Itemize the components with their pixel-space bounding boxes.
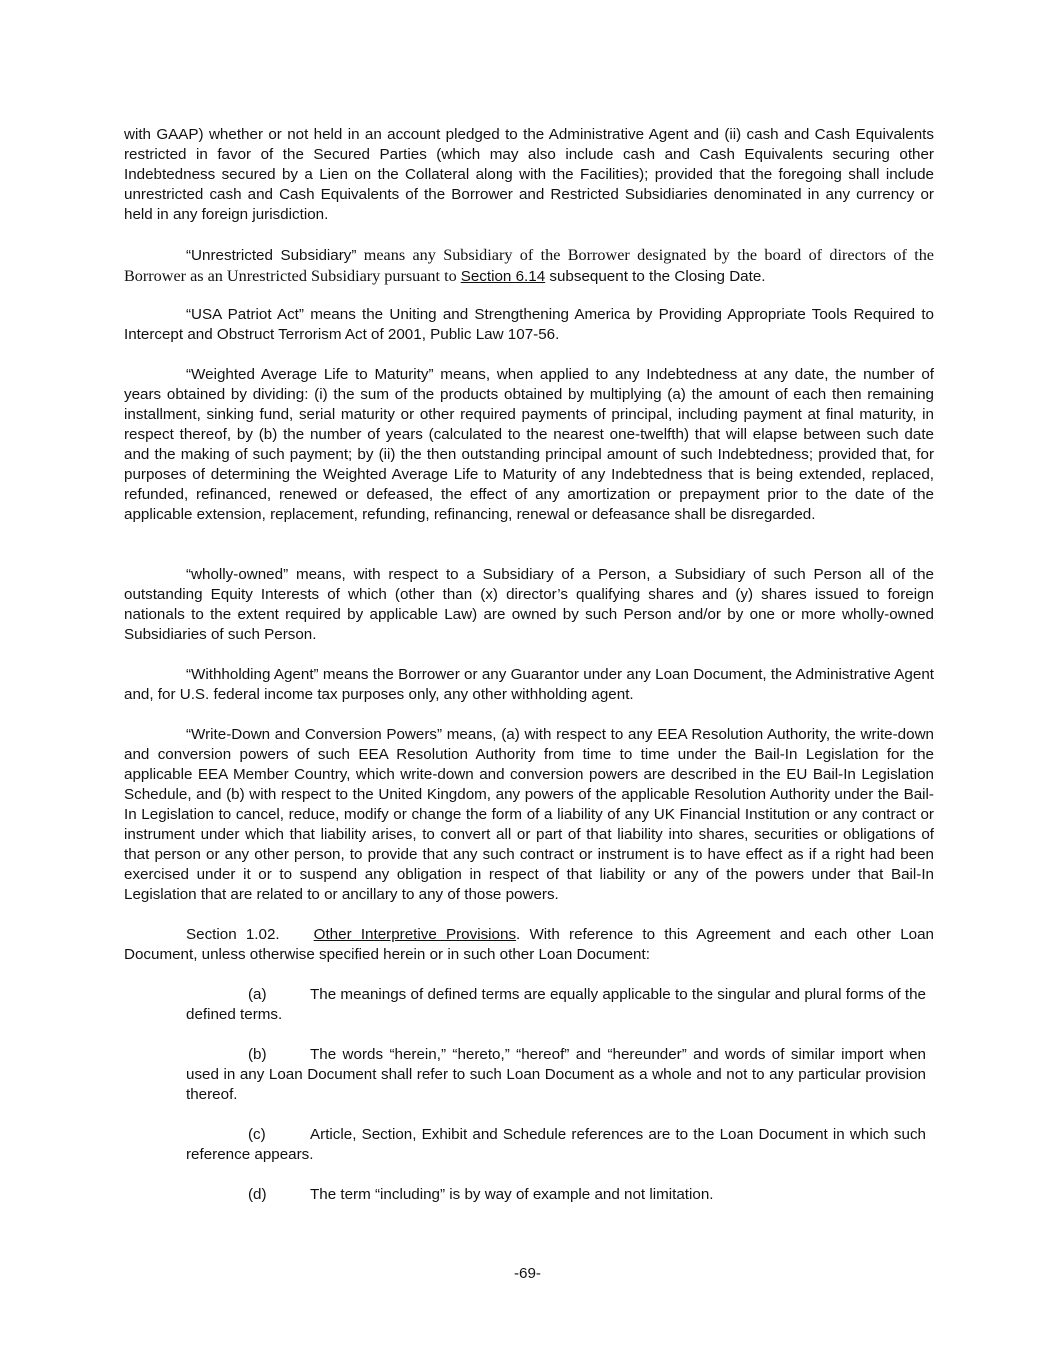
definition-text: means any Subsidiary of the Borrower designated by the board of directors of the Borrower as an Unrestricted Subsidiary pursuant to <box>124 246 934 285</box>
definition-text: means the Uniting and Strengthening America by Providing Appropriate Tools Required to Intercept and Obstruct Terrorism Act of 2001, Public Law 107-56. <box>124 306 934 343</box>
definition-wholly-owned <box>124 565 934 645</box>
defined-term: “USA Patriot Act” <box>186 306 304 323</box>
section-reference-link[interactable]: Section 6.14 <box>460 268 546 285</box>
defined-term: “Withholding Agent” <box>186 666 319 683</box>
clause-text: The term “including” is by way of example and not limitation. <box>310 1186 714 1203</box>
definition-usa-patriot-act <box>124 305 934 345</box>
clause-text: The meanings of defined terms are equally applicable to the singular and plural forms of the defined terms. <box>186 986 926 1023</box>
clause-marker: (a) <box>248 986 267 1003</box>
clause-marker: (c) <box>248 1126 266 1143</box>
clause-c <box>186 1125 926 1165</box>
clause-marker: (b) <box>248 1046 267 1063</box>
section-title: Other Interpretive Provisions <box>313 926 517 943</box>
section-1-02 <box>124 925 934 965</box>
defined-term: “Weighted Average Life to Maturity” <box>186 366 434 383</box>
clause-d <box>186 1185 926 1205</box>
definition-text-tail: subsequent to the Closing Date. <box>545 268 766 285</box>
clause-marker: (d) <box>248 1186 267 1203</box>
page-number: -69- <box>513 1265 541 1282</box>
clause-text: Article, Section, Exhibit and Schedule references are to the Loan Document in which such reference appears. <box>186 1126 926 1163</box>
definition-text: means the Borrower or any Guarantor under any Loan Document, the Administrative Agent and, for U.S. federal income tax purposes only, any other withholding agent. <box>124 666 934 703</box>
defined-term: “wholly-owned” <box>186 566 289 583</box>
section-label: Section 1.02. <box>186 926 280 943</box>
section-intro: . With reference to this Agreement and each other Loan Document, unless otherwise specified herein or in such other Loan Document: <box>124 926 934 963</box>
defined-term: “Write-Down and Conversion Powers” <box>186 726 443 743</box>
definition-weighted-average-life <box>124 365 934 525</box>
clause-b <box>186 1045 926 1105</box>
definition-text: means, with respect to a Subsidiary of a Person, a Subsidiary of such Person all of the outstanding Equity Interests of which (other than (x) director’s qualifying shares and (y) shares issued to foreign nationals to the extent required by applicable Law) are owned by such Person and/or by one or more wholly-owned Subsidiaries of such Person. <box>124 566 934 643</box>
definition-withholding-agent <box>124 665 934 705</box>
clause-text: The words “herein,” “hereto,” “hereof” and “hereunder” and words of similar import when used in any Loan Document shall refer to such Loan Document as a whole and not to any particular provision thereof. <box>186 1046 926 1103</box>
clause-a <box>186 985 926 1025</box>
definition-text: means, when applied to any Indebtedness at any date, the number of years obtained by dividing: (i) the sum of the products obtained by multiplying (a) the amount of each then remaining installment, sinking fund, serial maturity or other required payments of principal, including payment at final maturity, in respect thereof, by (b) the number of years (calculated to the nearest one-twelfth) that will elapse between such date and the making of such payment; by (ii) the then outstanding principal amount of such Indebtedness; provided that, for purposes of determining the Weighted Average Life to Maturity of any Indebtedness that is being extended, replaced, refunded, refinanced, renewed or defeased, the effect of any amortization or prepayment prior to the date of the applicable extension, replacement, refunding, refinancing, renewal or defeasance shall be disregarded. <box>124 366 935 523</box>
definition-write-down-conversion-powers <box>124 725 934 905</box>
definition-text: means, (a) with respect to any EEA Resolution Authority, the write-down and conversion powers of such EEA Resolution Authority from time to time under the Bail-In Legislation for the applicable EEA Member Country, which write-down and conversion powers are described in the EU Bail-In Legislation Schedule, and (b) with respect to the United Kingdom, any powers of the applicable Resolution Authority under the Bail-In Legislation to cancel, reduce, modify or change the form of a liability of any UK Financial Institution or any contract or instrument under which that liability arises, to convert all or part of that liability into shares, securities or obligations of that person or any other person, to provide that any such contract or instrument is to have effect as if a right had been exercised under it or to suspend any obligation in respect of that liability or any of the powers under that Bail-In Legislation that are related to or ancillary to any of those powers. <box>124 726 934 903</box>
defined-term: “Unrestricted Subsidiary” <box>186 247 357 264</box>
continuation-paragraph: with GAAP) whether or not held in an account pledged to the Administrative Agent and (ii) cash and Cash Equivalents restricted in favor of the Secured Parties (which may also include cash and Cash Equivalents securing other Indebtedness secured by a Lien on the Collateral along with the Facilities); provided that the foregoing shall include unrestricted cash and Cash Equivalents of the Borrower and Restricted Subsidiaries denominated in any currency or held in any foreign jurisdiction. <box>124 126 934 223</box>
definition-unrestricted-subsidiary <box>124 245 934 287</box>
